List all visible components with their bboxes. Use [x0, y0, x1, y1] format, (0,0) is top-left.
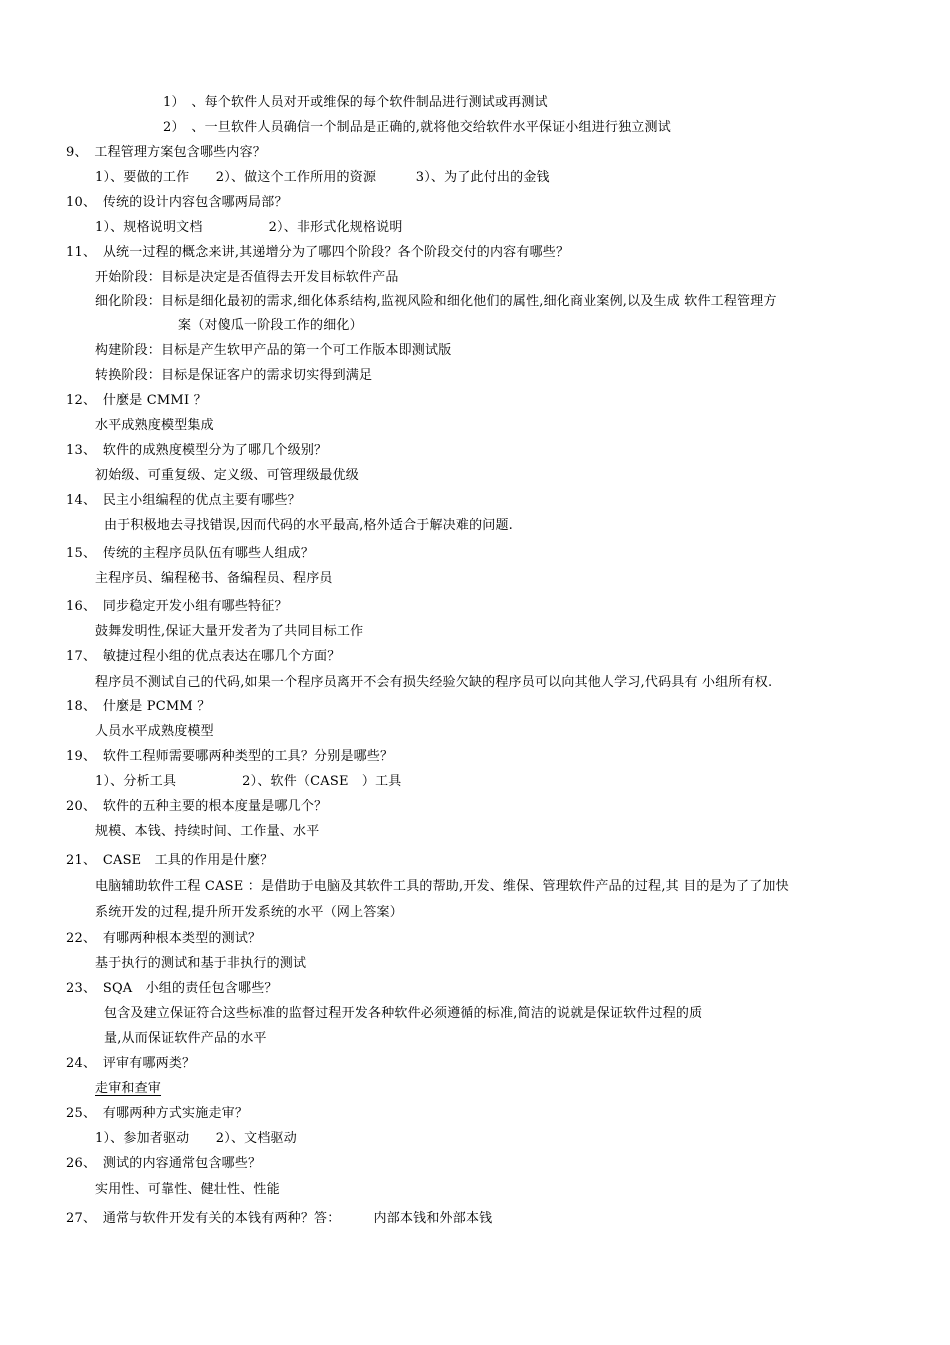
question-heading: 11、 从统一过程的概念来讲,其递增分为了哪四个阶段？各个阶段交付的内容有哪些？ — [66, 245, 570, 260]
answer-text: 包含及建立保证符合这些标准的监督过程开发各种软件必须遵循的标准,简洁的说就是保证软件过程的质 — [104, 1006, 703, 1021]
answer-text: 开始阶段：目标是决定是否值得去开发目标软件产品 — [95, 270, 399, 285]
question-heading: 14、 民主小组编程的优点主要有哪些？ — [66, 493, 301, 508]
answer-text: 人员水平成熟度模型 — [95, 724, 214, 739]
answer-text: 走审和查审 — [95, 1081, 162, 1096]
question-heading: 27、 通常与软件开发有关的本钱有两种？答： 内部本钱和外部本钱 — [66, 1211, 493, 1226]
question-heading: 13、 软件的成熟度模型分为了哪几个级别？ — [66, 443, 328, 458]
answer-text: 实用性、可靠性、健壮性、性能 — [95, 1182, 280, 1197]
question-heading: 23、 SQA 小组的责任包含哪些？ — [66, 981, 278, 996]
answer-text: 规模、本钱、持续时间、工作量、水平 — [95, 824, 320, 839]
answer-text: 初始级、可重复级、定义级、可管理级最优级 — [95, 468, 360, 483]
question-heading: 21、 CASE 工具的作用是什麼？ — [66, 853, 274, 868]
answer-text: 系统开发的过程,提升所开发系统的水平（网上答案） — [95, 905, 403, 920]
question-heading: 18、 什麼是 PCMM ？ — [66, 699, 211, 714]
question-heading: 12、 什麼是 CMMI ？ — [66, 393, 207, 408]
question-heading: 26、 测试的内容通常包含哪些？ — [66, 1156, 262, 1171]
question-heading: 24、 评审有哪两类？ — [66, 1056, 196, 1071]
answer-text: 由于积极地去寻找错误,因而代码的水平最高,格外适合于解决难的问题. — [104, 518, 513, 533]
question-heading: 17、 敏捷过程小组的优点表达在哪几个方面？ — [66, 649, 341, 664]
question-heading: 19、 软件工程师需要哪两种类型的工具？分别是哪些？ — [66, 749, 394, 764]
question-heading: 22、 有哪两种根本类型的测试？ — [66, 931, 262, 946]
answer-text: 水平成熟度模型集成 — [95, 418, 214, 433]
answer-text: 基于执行的测试和基于非执行的测试 — [95, 956, 307, 971]
answer-text: 程序员不测试自己的代码,如果一个程序员离开不会有损失经验欠缺的程序员可以向其他人学习,代码具有 小组所有权. — [95, 675, 773, 690]
question-heading: 10、 传统的设计内容包含哪两局部？ — [66, 195, 288, 210]
answer-text: 转换阶段：目标是保证客户的需求切实得到满足 — [95, 368, 373, 383]
answer-text: 细化阶段：目标是细化最初的需求,细化体系结构,监视风险和细化他们的属性,细化商业案例,以及生成 软件工程管理方 — [95, 294, 777, 309]
answer-text: 电脑辅助软件工程 CASE ：是借助于电脑及其软件工具的帮助,开发、维保、管理软件产品的过程,其 目的是为了了加快 — [95, 879, 789, 894]
question-heading: 16、 同步稳定开发小组有哪些特征？ — [66, 599, 288, 614]
answer-text: 案（对傻瓜一阶段工作的细化） — [178, 318, 363, 333]
answer-text: 量,从而保证软件产品的水平 — [104, 1031, 267, 1046]
question-heading: 20、 软件的五种主要的根本度量是哪几个？ — [66, 799, 328, 814]
question-heading: 25、 有哪两种方式实施走审？ — [66, 1106, 249, 1121]
answer-text: 构建阶段：目标是产生软甲产品的第一个可工作版本即测试版 — [95, 343, 452, 358]
text-line: 2） 、一旦软件人员确信一个制品是正确的,就将他交给软件水平保证小组进行独立测试 — [163, 120, 671, 135]
answer-text: 鼓舞发明性,保证大量开发者为了共同目标工作 — [95, 624, 364, 639]
answer-text: 1）、参加者驱动 2）、文档驱动 — [95, 1131, 297, 1146]
answer-text: 1）、要做的工作 2）、做这个工作所用的资源 3）、为了此付出的金钱 — [95, 170, 550, 185]
answer-text: 主程序员、编程秘书、备编程员、程序员 — [95, 571, 333, 586]
question-heading: 9、 工程管理方案包含哪些内容？ — [66, 145, 266, 160]
text-line: 1） 、每个软件人员对开或维保的每个软件制品进行测试或再测试 — [163, 95, 548, 110]
answer-text: 1）、规格说明文档 2）、非形式化规格说明 — [95, 220, 403, 235]
question-heading: 15、 传统的主程序员队伍有哪些人组成？ — [66, 546, 315, 561]
answer-text: 1）、分析工具 2）、软件（CASE ）工具 — [95, 774, 402, 789]
